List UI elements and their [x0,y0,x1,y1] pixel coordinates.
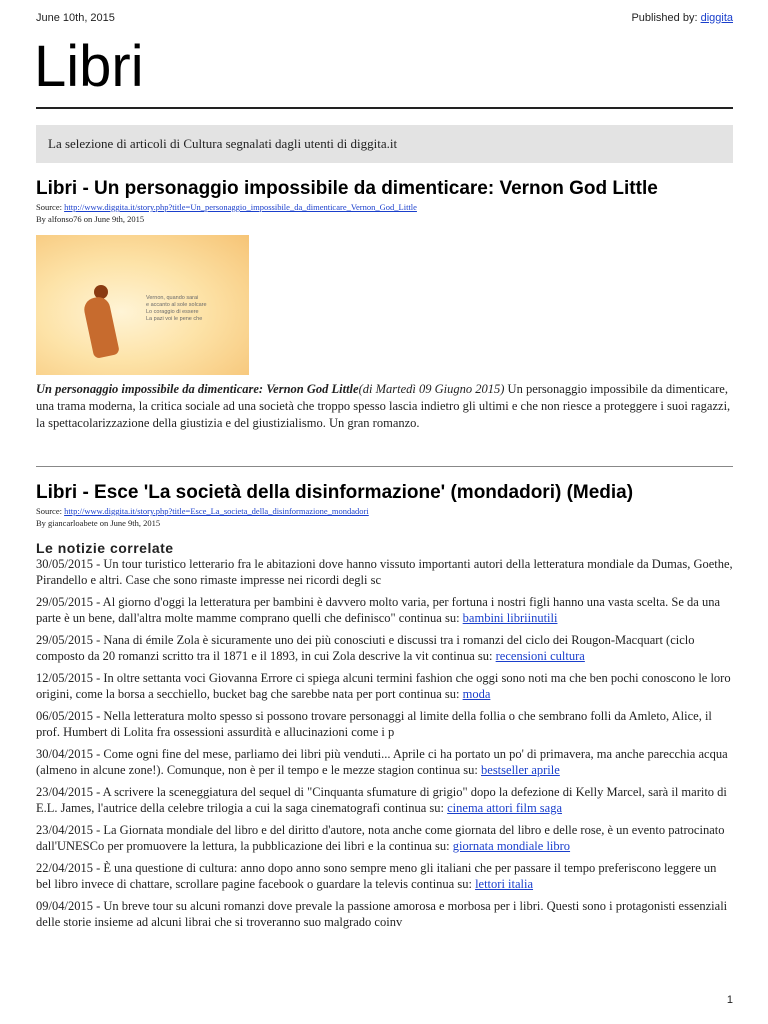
continua-label: continua su: [408,876,476,891]
source-label: Source: [36,506,65,516]
publish-date: June 10th, 2015 [36,12,115,24]
page-number: 1 [726,994,733,1006]
related-news-item [36,785,733,816]
article-byline: By giancarloabete on June 9th, 2015 [36,518,161,528]
article-2 [36,480,733,937]
published-by [631,12,733,24]
source-link[interactable]: http://www.diggita.it/story.php?title=Esce_La_societa_della_disinformazione_mondadori [64,506,369,516]
article-image [36,235,249,375]
image-poem-text: Vernon, quando sarai e accanto al sole solcare Lo coraggio di essere La pazi voi le pene che [146,295,207,322]
article-source [36,505,733,517]
related-news-item [36,671,733,702]
continua-label: continua su: [395,610,463,625]
related-topic-link[interactable]: bambini libriinutili [462,610,558,625]
continua-label: continua su: [428,648,496,663]
related-news-text: 06/05/2015 - Nella letteratura molto spesso si possono trovare personaggi al limite della follia o che sembrano folli da Amleto, Alice, il prof. Humbert di Lolita fra ossessioni assurdità e allucinazioni come i p [36,709,712,739]
related-news-text: 30/05/2015 - Un tour turistico letterario fra le abitazioni dove hanno vissuto importanti autori della letteratura mondiale da Dumas, Goethe, Pirandello e altri. Case che sono rimaste impresse nei ricordi degli sc [36,557,733,587]
related-news-item [36,709,733,740]
related-news-text: 29/05/2015 - Nana di émile Zola è sicuramente uno dei più conosciuti e discussi tra i romanzi del ciclo dei Rougon-Macquart (ciclo composto da 20 romanzi scritto tra il 1871 e il 1893, in cui Zola descrive la vit [36,633,695,663]
related-news-text: 30/04/2015 - Come ogni fine del mese, parliamo dei libri più venduti... Aprile ci ha portato un po' di primavera, ma anche parecchia acqua (almeno in alcune zone!). Comunque, non è per il tempo e le mezze stagion [36,747,728,777]
lead-title: Un personaggio impossibile da dimenticare: Vernon God Little [36,382,359,396]
published-label: Published by: [631,12,701,24]
related-news-heading: Le notizie correlate [36,540,174,556]
related-news-item [36,557,733,588]
top-bar [36,12,733,28]
related-news-text: 23/04/2015 - A scrivere la sceneggiatura del sequel di "Cinquanta sfumature di grigio" dopo la defezione di Kelly Marcel, sarà il marito di E.L. James, l'autrice della celebre trilogia a cui la saga cinematografi [36,785,727,815]
article-byline: By alfonso76 on June 9th, 2015 [36,214,145,224]
article-title: Libri - Un personaggio impossibile da dimenticare: Vernon God Little [36,178,658,199]
masthead-rule [36,107,733,109]
related-topic-link[interactable]: cinema attori film saga [447,800,563,815]
related-news-item [36,595,733,626]
related-news-item [36,823,733,854]
continua-label: continua su: [385,838,453,853]
lead-date: (di Martedì 09 Giugno 2015) [358,382,505,396]
related-topic-link[interactable]: moda [462,686,491,701]
related-news-text: 23/04/2015 - La Giornata mondiale del libro e del diritto d'autore, nota anche come giornata del libro e delle rose, è un evento patrocinato dall'UNESCo per promuovere la lettura, la pubblicazione dei libri e la [36,823,725,853]
article-1 [36,176,733,432]
section-divider [36,466,733,467]
article-source [36,201,733,213]
source-link[interactable]: http://www.diggita.it/story.php?title=Un_personaggio_impossibile_da_dimenticare_Vernon_God_Little [64,202,417,212]
related-news-text: 22/04/2015 - È una questione di cultura: anno dopo anno sono sempre meno gli italiani che per passare il tempo preferiscono leggere un bel libro invece di chattare, scrollare pagine facebook o guardare la televis [36,861,717,891]
source-label: Source: [36,202,65,212]
article-title: Libri - Esce 'La società della disinformazione' (mondadori) (Media) [36,482,634,503]
runner-figure [82,295,120,359]
related-news-item [36,899,733,930]
intro-box: La selezione di articoli di Cultura segnalati dagli utenti di diggita.it [36,125,733,163]
related-topic-link[interactable]: giornata mondiale libro [452,838,571,853]
related-news-text: 12/05/2015 - In oltre settanta voci Giovanna Errore ci spiega alcuni termini fashion che oggi sono noti ma che ben pochi conoscono le loro origini, come la borsa a secchiello, bucket bag che sarebbe nata per port [36,671,731,701]
continua-label: continua su: [414,762,482,777]
related-topic-link[interactable]: lettori italia [475,876,534,891]
related-news-item [36,633,733,664]
related-news-item [36,861,733,892]
article-body [36,381,733,432]
related-news-text: 09/04/2015 - Un breve tour su alcuni romanzi dove prevale la passione amorosa e morbosa per i libri. Questi sono i protagonisti essenziali delle storie insieme ad alcuni librai che si troveranno suo malgrado coinv [36,899,728,929]
body-text: Un personaggio impossibile da dimenticare, una trama moderna, la critica sociale ad una società che troppo spesso lascia indietro gli ultimi e che non riesce a proteggere i suoi ragazzi, la spettacolarizzazione della giustizia e del giustizialismo. Un gran romanzo. [36,382,731,430]
related-news-text: 29/05/2015 - Al giorno d'oggi la letteratura per bambini è davvero molto varia, per fortuna i nostri figli hanno una vasta scelta. Se da una parte è un bene, dall'altra molte mamme comprano quelli che definisco" [36,595,721,625]
related-news-list [36,557,733,930]
continua-label: continua su: [380,800,448,815]
related-topic-link[interactable]: bestseller aprile [481,762,560,777]
continua-label: continua su: [395,686,463,701]
publisher-link[interactable]: diggita [700,12,733,24]
related-news-item [36,747,733,778]
masthead-title: Libri [34,34,144,99]
related-topic-link[interactable]: recensioni cultura [495,648,585,663]
